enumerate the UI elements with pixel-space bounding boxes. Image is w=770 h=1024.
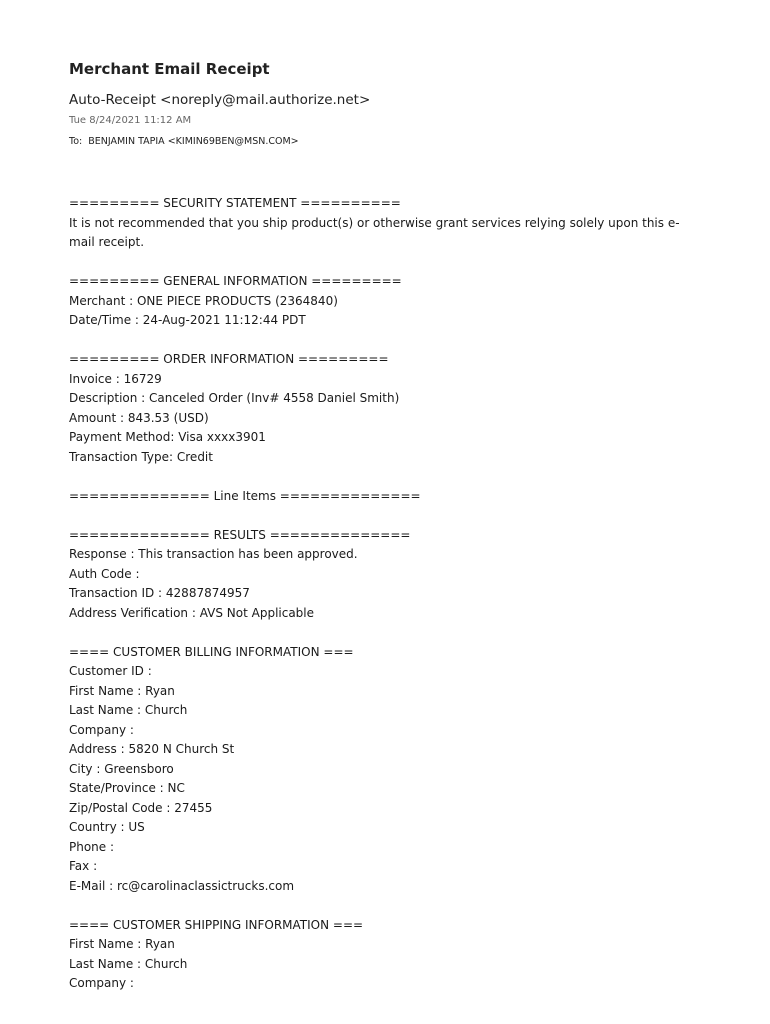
order-info-line: Invoice : 16729	[69, 371, 162, 386]
billing-info-line: Fax :	[69, 859, 98, 873]
recipient-address[interactable]: BENJAMIN TAPIA <KIMIN69BEN@MSN.COM>	[88, 136, 299, 147]
results-line: Response : This transaction has been approved.	[69, 547, 358, 561]
general-info-line: Merchant : ONE PIECE PRODUCTS (2364840)	[69, 293, 338, 308]
billing-info-header: ==== CUSTOMER BILLING INFORMATION ===	[69, 644, 354, 659]
general-info-header: ========= GENERAL INFORMATION =========	[69, 274, 402, 288]
spacer	[69, 331, 699, 351]
order-info-header: ========= ORDER INFORMATION =========	[69, 352, 389, 366]
results-header: ============== RESULTS ==============	[69, 527, 411, 542]
general-info-line: Date/Time : 24-Aug-2021 11:12:44 PDT	[69, 313, 306, 327]
line-items-header: ============== Line Items ==============	[69, 488, 421, 503]
billing-info-line: Country : US	[69, 820, 145, 834]
security-statement-header: ========= SECURITY STATEMENT ==========	[69, 196, 401, 210]
to-label: To:	[69, 136, 83, 147]
security-statement-text: It is not recommended that you ship product(s) or otherwise grant services relying solely upon this e-mail receipt.	[69, 215, 680, 249]
billing-info-line: Address : 5820 N Church St	[69, 742, 235, 756]
spacer	[69, 467, 699, 487]
billing-info-line: Zip/Postal Code : 27455	[69, 800, 213, 815]
email-body	[69, 194, 699, 994]
billing-info-line: Company :	[69, 722, 134, 737]
spacer	[69, 506, 699, 526]
spacer	[69, 253, 699, 273]
billing-info-line: State/Province : NC	[69, 781, 185, 795]
email-sender[interactable]: Auto-Receipt <noreply@mail.authorize.net>	[69, 92, 371, 108]
email-subject-title: Merchant Email Receipt	[69, 60, 270, 78]
order-info-line: Description : Canceled Order (Inv# 4558 Daniel Smith)	[69, 391, 400, 405]
billing-info-line: E-Mail : rc@carolinaclassictrucks.com	[69, 878, 295, 893]
order-info-line: Transaction Type: Credit	[69, 449, 213, 464]
email-date: Tue 8/24/2021 11:12 AM	[69, 115, 192, 126]
billing-info-line: Customer ID :	[69, 664, 152, 678]
email-recipient	[69, 136, 299, 147]
shipping-info-header: ==== CUSTOMER SHIPPING INFORMATION ===	[69, 917, 364, 932]
billing-info-line: Last Name : Church	[69, 703, 188, 717]
order-info-line: Amount : 843.53 (USD)	[69, 410, 209, 425]
results-line: Auth Code :	[69, 566, 140, 581]
results-line: Address Verification : AVS Not Applicable	[69, 605, 315, 620]
billing-info-line: Phone :	[69, 839, 115, 854]
shipping-info-line: First Name : Ryan	[69, 937, 175, 951]
shipping-info-line: Company :	[69, 976, 134, 990]
order-info-line: Payment Method: Visa xxxx3901	[69, 430, 266, 444]
spacer	[69, 623, 699, 643]
billing-info-line: First Name : Ryan	[69, 683, 175, 698]
results-line: Transaction ID : 42887874957	[69, 586, 250, 600]
billing-info-line: City : Greensboro	[69, 761, 174, 776]
spacer	[69, 896, 699, 916]
shipping-info-line: Last Name : Church	[69, 956, 188, 971]
